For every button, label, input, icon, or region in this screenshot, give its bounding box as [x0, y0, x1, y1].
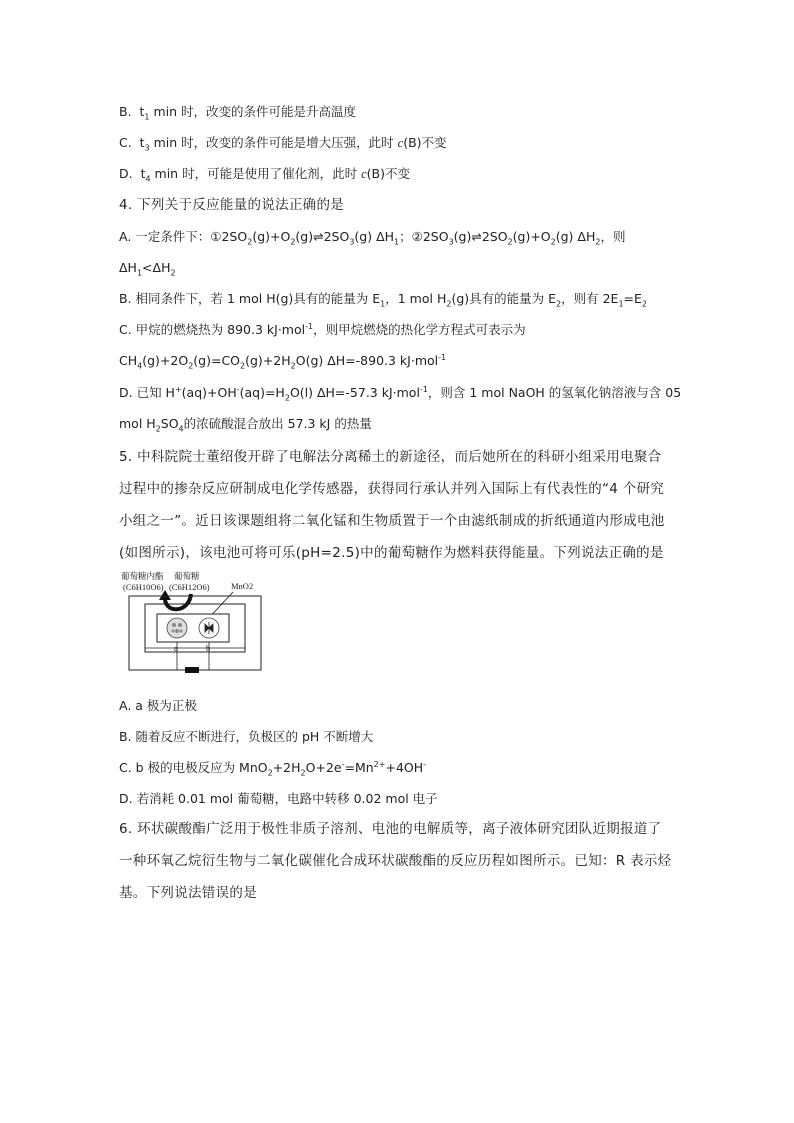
question-6-line-2: 一种环氧乙烷衍生物与二氧化碳催化合成环状碳酸酯的反应历程如图所示。已知：R 表示烃	[119, 853, 672, 869]
q4-option-d: D. 已知 $H^+(aq)+OH^-(aq)=H_2O(l)$ ΔH=-57.3 kJ·mol$^{-1}$，则含 1 mol NaOH 的氢氧化钠溶液与含 05	[119, 384, 682, 403]
load-resistor	[185, 667, 199, 673]
q5-option-a: A. a 极为正极	[119, 698, 197, 713]
q5-option-b: B. 随着反应不断进行，负极区的 pH 不断增大	[119, 729, 374, 744]
particle	[175, 629, 179, 633]
q5-option-c: C. b 极的电极反应为 $MnO_2+2H_2O+2e^-=Mn^{2+}+4OH^-$	[119, 759, 427, 778]
particle	[172, 623, 176, 627]
question-4-stem: 4. 下列关于反应能量的说法正确的是	[119, 197, 345, 213]
question-5-line-2: 过程中的掺杂反应研制成电化学传感器，获得同行承认并列入国际上有代表性的“4 个研究	[119, 481, 665, 497]
label-a: a	[174, 643, 178, 653]
label-lactone-formula: (C6H10O6)	[123, 582, 164, 592]
q4-option-c: C. 甲烷的燃烧热为 890.3 kJ·mol$^{-1}$，则甲烷燃烧的热化学方程式可表示为	[119, 321, 526, 337]
q4-option-b: B. 相同条件下，若 1 mol H(g)具有的能量为 $E_1$，1 mol $H_2(g)$具有的能量为 $E_2$，则有 $2E_1=E_2$	[119, 291, 647, 309]
q4-option-c-equation: $CH_4(g)+2O_2(g)=CO_2(g)+2H_2O(g)$ ΔH=-890.3 kJ·mol$^{-1}$	[119, 352, 447, 371]
question-5-line-4: (如图所示)，该电池可将可乐(pH=2.5)中的葡萄糖作为燃料获得能量。下列说法正确的是	[119, 545, 664, 561]
particle	[172, 630, 175, 633]
label-lactone: 葡萄糖内酯	[121, 571, 164, 581]
electrode-a	[167, 618, 187, 638]
option-c-line: C. $t_3$ min 时，改变的条件可能是增大压强，此时 c(B)不变	[119, 135, 447, 153]
q4-option-a-cont: $\Delta H_1<\Delta H_2$	[119, 260, 176, 278]
label-mno2: MnO2	[231, 581, 254, 591]
q5-option-d: D. 若消耗 0.01 mol 葡萄糖，电路中转移 0.02 mol 电子	[119, 791, 438, 806]
option-d-line: D. $t_4$ min 时，可能是使用了催化剂，此时 c(B)不变	[119, 166, 410, 184]
battery-diagram	[119, 570, 269, 682]
particle	[178, 623, 182, 627]
label-b: b	[206, 643, 211, 653]
question-6-line-1: 6. 环状碳酸酯广泛用于极性非质子溶剂、电池的电解质等，离子液体研究团队近期报道了	[119, 821, 662, 837]
q4-option-d-cont: mol $H_2SO_4$的浓硫酸混合放出 57.3 kJ 的热量	[119, 416, 372, 434]
q4-option-a: A. 一定条件下：$①2SO_2(g)+O_2(g)\rightleftharpoons 2SO_3(g)$ $\Delta H_1$；$②2SO_3(g)\rightleftharpoons 2SO_2(g)+O_2(g)$ $\Delta H_2$，则	[119, 229, 626, 247]
label-glucose-formula: (C6H12O6)	[169, 582, 210, 592]
option-b-line: B. $t_1$ min 时，改变的条件可能是升高温度	[119, 104, 357, 122]
option-label: B.	[119, 104, 132, 119]
question-5-line-3: 小组之一”。近日该课题组将二氧化锰和生物质置于一个由滤纸制成的折纸通道内形成电池	[119, 513, 665, 529]
label-glucose: 葡萄糖	[174, 571, 200, 581]
question-6-line-3: 基。下列说法错误的是	[119, 885, 257, 901]
question-5-line-1: 5. 中科院院士董绍俊开辟了电解法分离稀土的新途径，而后她所在的科研小组采用电聚合	[119, 449, 662, 465]
particle	[180, 630, 183, 633]
